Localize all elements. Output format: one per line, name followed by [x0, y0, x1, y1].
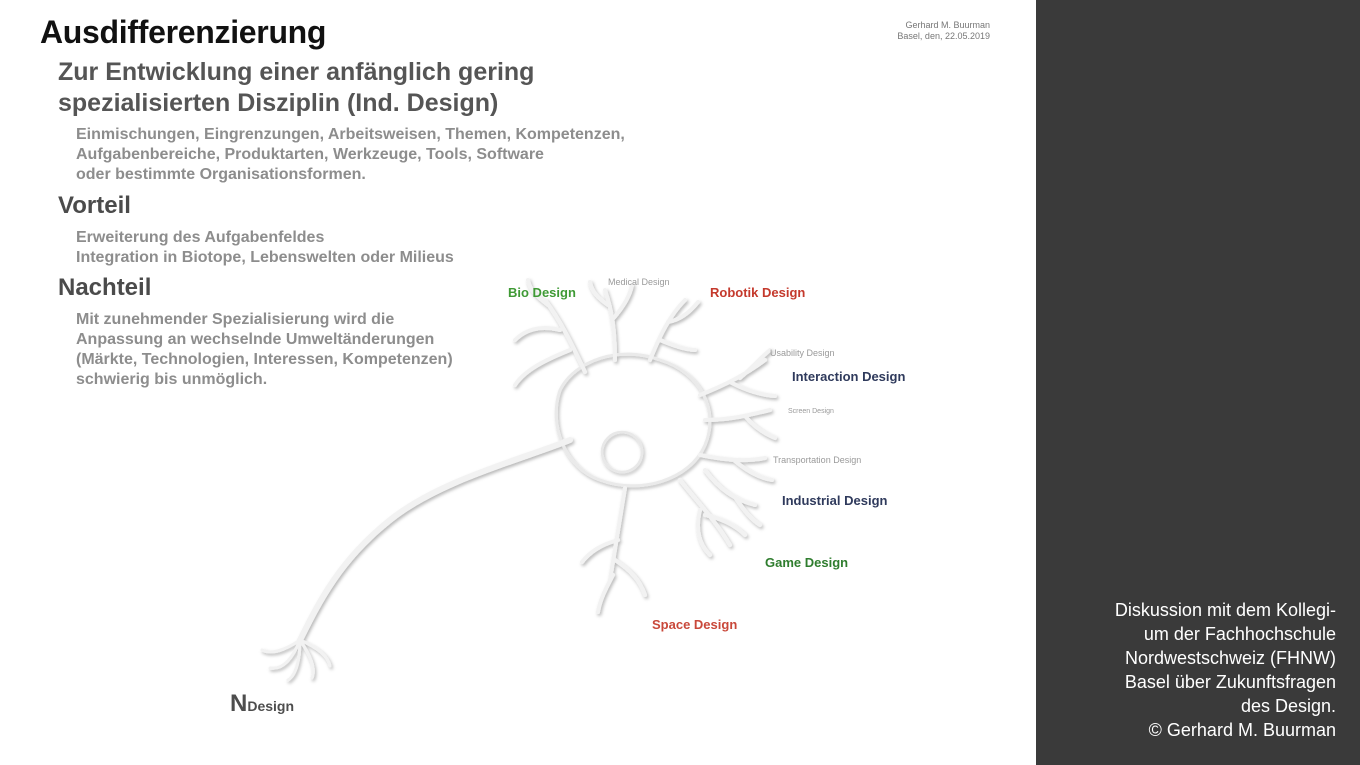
- dendrite-medical: [590, 282, 632, 360]
- meta-place-date: Basel, den, 22.05.2019: [897, 31, 990, 41]
- n-design-small: Design: [247, 698, 295, 714]
- neuron-soma: [556, 354, 710, 486]
- label-bio-design: Bio Design: [508, 285, 576, 300]
- label-industrial-design: Industrial Design: [782, 493, 888, 508]
- n-design-label: [230, 690, 294, 718]
- n-design-big: N: [230, 690, 248, 717]
- slide-title: Ausdifferenzierung: [40, 14, 327, 50]
- nachteil-line-3: (Märkte, Technologien, Interessen, Kompetenzen): [76, 351, 453, 368]
- neuron-axon: [300, 440, 570, 640]
- vorteil-line-1: Erweiterung des Aufgabenfeldes: [76, 229, 325, 246]
- subtitle-line-1: Zur Entwicklung einer anfänglich gering: [58, 58, 535, 86]
- meta-author: Gerhard M. Buurman: [905, 20, 990, 30]
- label-medical-design: Medical Design: [608, 277, 670, 287]
- label-space-design: Space Design: [652, 617, 738, 632]
- nachteil-line-4: schwierig bis unmöglich.: [76, 371, 268, 388]
- side-panel: [1036, 0, 1360, 765]
- label-transportation-design: Transportation Design: [773, 455, 862, 465]
- label-game-design: Game Design: [765, 555, 849, 570]
- dendrite-robotik: [650, 300, 698, 360]
- dendrite-game: [680, 480, 745, 555]
- dendrite-space: [582, 488, 645, 612]
- vorteil-line-2: Integration in Biotope, Lebenswelten oder Milieus: [76, 249, 454, 266]
- label-robotik-design: Robotik Design: [710, 285, 806, 300]
- side-caption: Diskussion mit dem Kollegi- um der Fachhochschule Nordwestschweiz (FHNW) Basel über Zukunftsfragen des Design. © Gerhard M. Buurman: [1114, 600, 1336, 740]
- intro-line-3: oder bestimmte Organisationsformen.: [76, 166, 366, 183]
- label-screen-design: Screen Design: [788, 408, 834, 415]
- nachteil-line-1: Mit zunehmender Spezialisierung wird die: [76, 311, 395, 328]
- nachteil-heading: Nachteil: [58, 274, 152, 301]
- label-usability-design: Usability Design: [770, 348, 835, 358]
- vorteil-heading: Vorteil: [58, 192, 131, 219]
- intro-line-2: Aufgabenbereiche, Produktarten, Werkzeuge, Tools, Software: [76, 146, 544, 163]
- label-interaction-design: Interaction Design: [792, 369, 906, 384]
- intro-line-1: Einmischungen, Eingrenzungen, Arbeitsweisen, Themen, Kompetenzen,: [76, 126, 625, 143]
- neuron-nucleus: [602, 432, 642, 472]
- subtitle-line-2: spezialisierten Disziplin (Ind. Design): [58, 89, 499, 117]
- nachteil-line-2: Anpassung an wechselnde Umweltänderungen: [76, 331, 435, 348]
